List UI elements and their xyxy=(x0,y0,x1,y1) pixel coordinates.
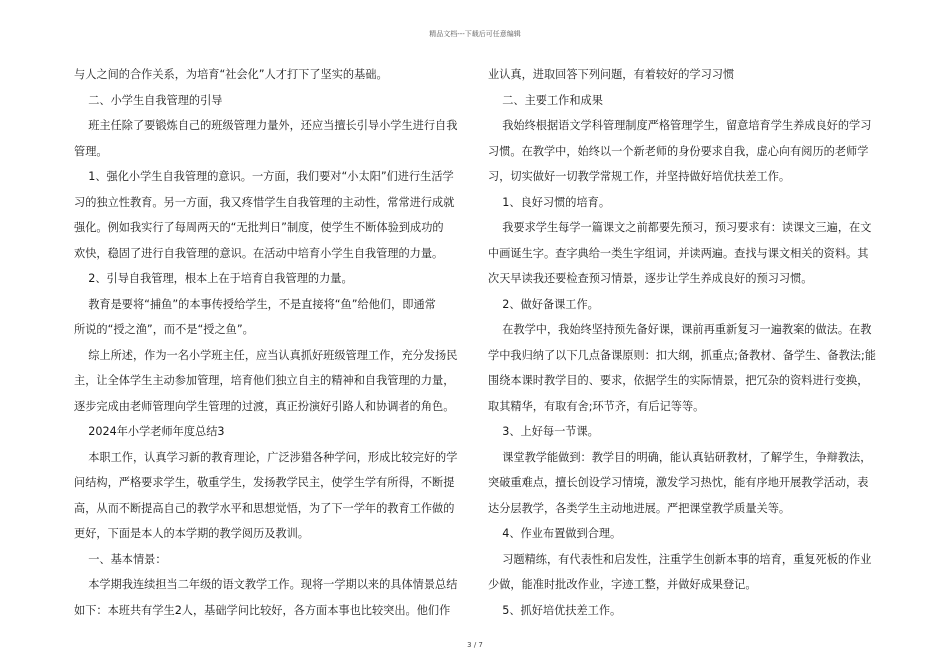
page-header: 精品文档---下载后可任意编辑 xyxy=(429,30,521,38)
text-line: 次天早读我还要检查预习情景，逐步让学生养成良好的预习习惯。 xyxy=(488,272,813,285)
text-line: 习，切实做好一切教学常规工作，并坚持做好培优扶差工作。 xyxy=(488,170,791,183)
text-line: 欢快，稳固了进行自我管理的意识。在活动中培育小学生自我管理的力量。 xyxy=(74,246,444,260)
text-line: 管理。 xyxy=(74,144,108,158)
text-line: 2024年小学老师年度总结3 xyxy=(74,425,225,438)
text-line: 我要求学生每学一篇课文之前都要先预习，预习要求有：读课文三遍，在文 xyxy=(488,221,872,234)
text-line: 2、引导自我管理，根本上在于培育自我管理的力量。 xyxy=(74,272,353,285)
right-column xyxy=(488,62,876,623)
text-line: 本职工作，认真学习新的教育理论，广泛涉猎各种学问，形成比较完好的学 xyxy=(74,450,458,464)
text-line: 一、基本情景： xyxy=(74,552,167,566)
text-line: 本学期我连续担当二年级的语文教学工作。现将一学期以来的具体情景总结 xyxy=(74,578,458,591)
text-line: 如下：本班共有学生2人，基础学问比较好，各方面本事也比较突出。他们作 xyxy=(74,603,451,617)
text-line: 在教学中，我始终坚持预先备好课，课前再重新复习一遍教案的做法。在教 xyxy=(488,323,872,336)
text-line: 达分层教学，各类学生主动地进展。严把课堂教学质量关等。 xyxy=(488,501,791,515)
text-line: 围绕本课时教学目的、要求，依据学生的实际情景，把冗杂的资料进行变换， xyxy=(488,374,869,387)
text-line: 学中我归纳了以下几点备课原则：扣大纲，抓重点;备教材、备学生、备教法;能 xyxy=(488,348,876,362)
text-line: 1、良好习惯的培育。 xyxy=(488,195,611,209)
text-line: 所说的“授之渔”，而不是“授之鱼”。 xyxy=(74,323,254,336)
text-line: 突破重难点，擅长创设学习情境，激发学习热忱，能有序地开展教学活动，表 xyxy=(488,476,869,489)
text-line: 逐步完成由老师管理向学生管理的过渡，真正扮演好引路人和协调者的角色。 xyxy=(74,399,455,413)
text-line: 业认真，进取回答下列问题，有着较好的学习习惯 xyxy=(488,68,735,81)
text-line: 5、抓好培优扶差工作。 xyxy=(488,603,622,617)
text-line: 更好，下面是本人的本学期的教学阅历及教训。 xyxy=(74,527,309,540)
text-line: 二、小学生自我管理的引导 xyxy=(74,93,223,107)
text-line: 课堂教学能做到：教学目的明确，能认真钻研教材，了解学生，争辩教法， xyxy=(488,450,872,464)
text-line: 3、上好每一节课。 xyxy=(488,425,599,438)
text-line: 中画诞生字。查字典给一类生字组词，并读两遍。查找与课文相关的资料。其 xyxy=(488,246,869,260)
text-line: 教育是要将“捕鱼”的本事传授给学生，不是直接将“鱼”给他们，即通常 xyxy=(74,297,436,311)
page-number: 3 / 7 xyxy=(467,641,483,649)
text-line: 习惯。在教学中，始终以一个新老师的身份要求自我，虚心向有阅历的老师学 xyxy=(488,144,869,158)
text-line: 主，让全体学生主动参加管理，培育他们独立自主的精神和自我管理的力量， xyxy=(74,374,455,387)
text-line: 2、做好备课工作。 xyxy=(488,297,599,311)
text-line: 我始终根据语文学科管理制度严格管理学生，留意培育学生养成良好的学习 xyxy=(488,119,872,132)
text-line: 问结构，严格要求学生，敬重学生，发扬教学民主，使学生学有所得，不断提 xyxy=(74,476,455,489)
text-line: 习题精练，有代表性和启发性，注重学生创新本事的培育，重复死板的作业 xyxy=(488,552,872,566)
text-line: 强化。例如我实行了每周两天的“无批判日”制度，使学生不断体验到成功的 xyxy=(74,221,444,234)
text-line: 4、作业布置做到合理。 xyxy=(488,527,622,540)
text-line: 与人之间的合作关系，为培育“社会化”人才打下了坚实的基础。 xyxy=(74,68,388,81)
text-line: 少做，能准时批改作业，字迹工整，并做好成果登记。 xyxy=(488,578,757,591)
text-line: 班主任除了要锻炼自己的班级管理力量外，还应当擅长引导小学生进行自我 xyxy=(74,119,458,132)
text-line: 二、主要工作和成果 xyxy=(488,93,603,107)
text-line: 1、强化小学生自我管理的意识。一方面，我们要对“小太阳”们进行生活学 xyxy=(74,170,454,183)
text-line: 习的独立性教育。另一方面，我又疼惜学生自我管理的主动性，常常进行成就 xyxy=(74,195,455,209)
left-column xyxy=(74,62,462,623)
text-line: 高，从而不断提高自己的教学水平和思想觉悟，为了下一学年的教育工作做的 xyxy=(74,501,455,515)
text-line: 取其精华，有取有舍;环节齐，有后记等等。 xyxy=(488,399,705,413)
text-line: 综上所述，作为一名小学班主任，应当认真抓好班级管理工作，充分发扬民 xyxy=(74,348,458,362)
